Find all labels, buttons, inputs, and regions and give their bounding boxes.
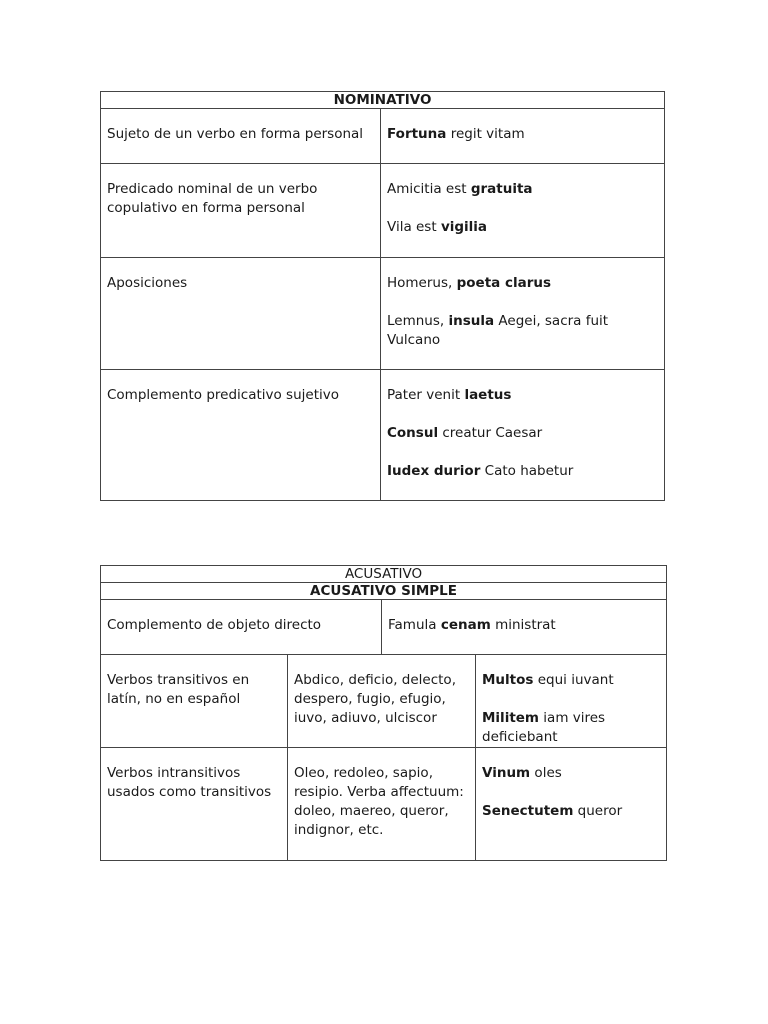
row-label: Complemento de objeto directo — [101, 600, 382, 655]
row-examples — [476, 655, 667, 748]
table-row — [101, 109, 665, 164]
row-examples — [381, 370, 665, 501]
acusativo-table — [100, 565, 667, 861]
example: Lemnus, insula Aegei, sacra fuit Vulcano — [387, 313, 609, 348]
acusativo-subtitle: ACUSATIVO SIMPLE — [101, 583, 667, 600]
row-verbs: Abdico, deficio, delecto, despero, fugio, efugio, iuvo, adiuvo, ulciscor — [288, 655, 476, 748]
row-examples — [381, 109, 665, 164]
row-examples — [381, 164, 665, 258]
row-label: Aposiciones — [101, 258, 381, 370]
row-label: Complemento predicativo sujetivo — [101, 370, 381, 501]
example: Iudex durior Cato habetur — [387, 463, 574, 479]
example: Amicitia est gratuita — [387, 181, 533, 197]
table-row — [101, 655, 667, 748]
example: Consul creatur Caesar — [387, 425, 543, 441]
row-verbs: Oleo, redoleo, sapio, resipio. Verba affectuum: doleo, maereo, queror, indignor, etc. — [288, 748, 476, 861]
example: Militem iam vires deficiebant — [482, 710, 606, 745]
table-row — [101, 748, 667, 861]
row-label: Verbos transitivos en latín, no en español — [101, 655, 288, 748]
row-examples — [381, 258, 665, 370]
row-examples — [476, 748, 667, 861]
table-row — [101, 258, 665, 370]
example: Fortuna regit vitam — [387, 126, 525, 142]
nominativo-table — [100, 91, 665, 501]
example: Homerus, poeta clarus — [387, 275, 551, 291]
example: Vinum oles — [482, 765, 562, 781]
example: Vila est vigilia — [387, 219, 488, 235]
table-row — [101, 600, 667, 655]
row-label: Verbos intransitivos usados como transitivos — [101, 748, 288, 861]
example: Pater venit laetus — [387, 387, 512, 403]
example: Famula cenam ministrat — [388, 617, 556, 633]
example: Multos equi iuvant — [482, 672, 614, 688]
nominativo-title: NOMINATIVO — [101, 92, 665, 109]
row-label: Sujeto de un verbo en forma personal — [101, 109, 381, 164]
example: Senectutem queror — [482, 803, 623, 819]
row-examples — [382, 600, 667, 655]
row-label: Predicado nominal de un verbo copulativo en forma personal — [101, 164, 381, 258]
table-row — [101, 370, 665, 501]
acusativo-title: ACUSATIVO — [101, 566, 667, 583]
table-row — [101, 164, 665, 258]
